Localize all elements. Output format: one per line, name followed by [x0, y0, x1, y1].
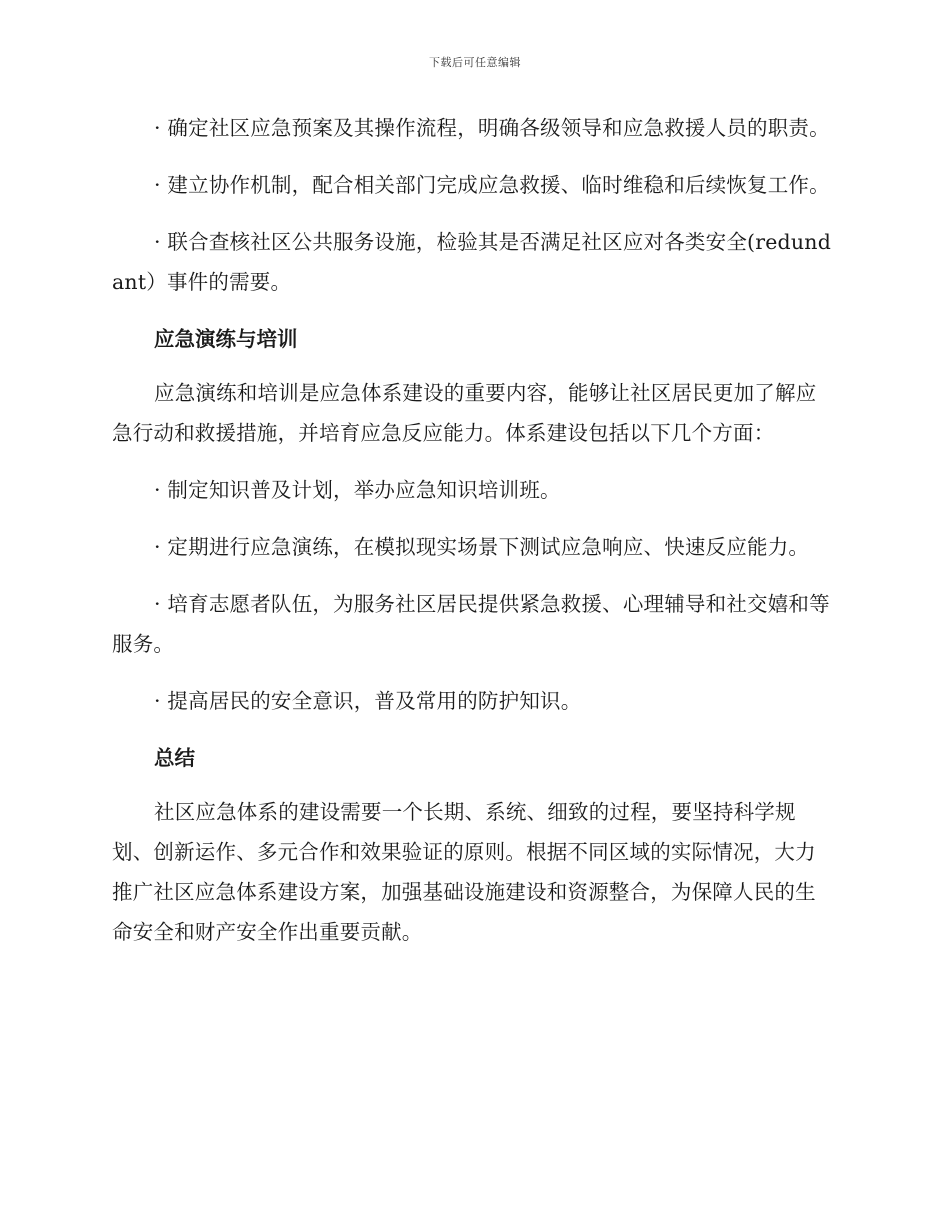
bullet-emergency-plan: · 确定社区应急预案及其操作流程，明确各级领导和应急救援人员的职责。 [154, 116, 830, 140]
bullet-safety-awareness: · 提高居民的安全意识，普及常用的防护知识。 [154, 689, 582, 713]
heading-drills-training: 应急演练与培训 [154, 327, 298, 351]
document-body [112, 108, 832, 969]
para-summary: 社区应急体系的建设需要一个长期、系统、细致的过程，要坚持科学规划、创新运作、多元合作和效果验证的原则。根据不同区域的实际情况，大力推广社区应急体系建设方案，加强基础设施建设和资源整合，为保障人民的生命安全和财产安全作出重要贡献。 [112, 800, 816, 944]
page-header: 下载后可任意编辑 [429, 56, 521, 69]
bullet-volunteer-team: · 培育志愿者队伍，为服务社区居民提供紧急救援、心理辅导和社交嬉和等服务。 [112, 592, 830, 656]
heading-summary: 总结 [154, 746, 195, 770]
para-drills-intro: 应急演练和培训是应急体系建设的重要内容，能够让社区居民更加了解应急行动和救援措施，并培育应急反应能力。体系建设包括以下几个方面： [112, 381, 817, 445]
bullet-cooperation-mechanism: · 建立协作机制，配合相关部门完成应急救援、临时维稳和后续恢复工作。 [154, 173, 830, 197]
bullet-knowledge-plan: · 制定知识普及计划，举办应急知识培训班。 [154, 478, 561, 502]
bullet-facility-inspection: · 联合查核社区公共服务设施，检验其是否满足社区应对各类安全(redundant）事件的需要。 [112, 230, 832, 294]
bullet-regular-drills: · 定期进行应急演练，在模拟现实场景下测试应急响应、快速反应能力。 [154, 535, 810, 559]
